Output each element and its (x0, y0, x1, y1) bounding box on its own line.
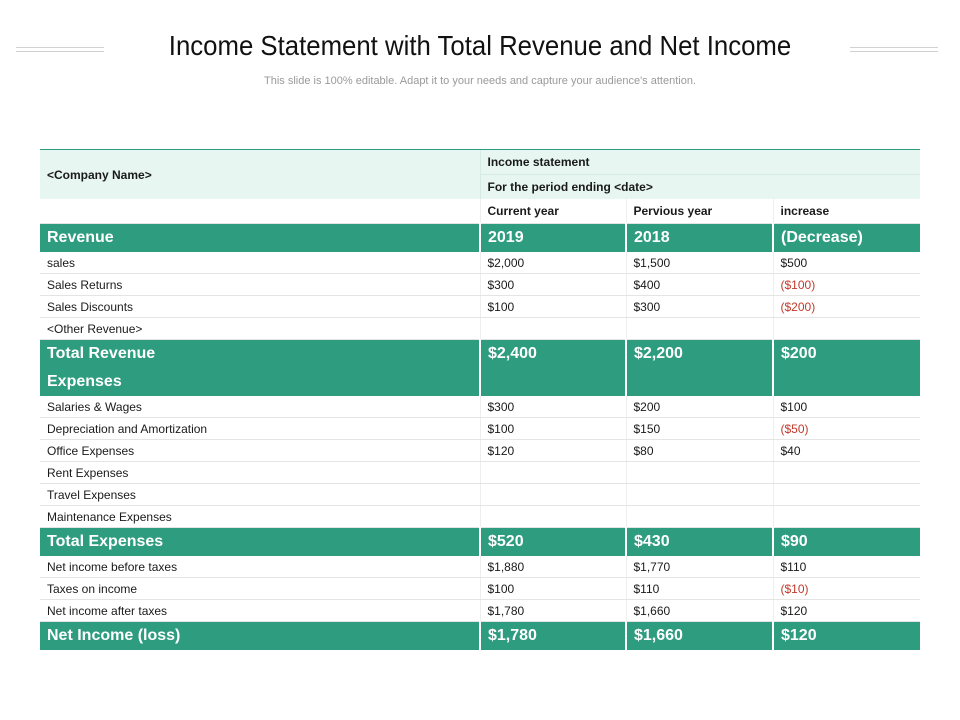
cell-previous-year: $110 (626, 578, 773, 600)
cell-current-year: $2,000 (480, 252, 626, 274)
cell-current-year (480, 462, 626, 484)
cell-previous-year: $200 (626, 396, 773, 418)
header-row-statement (40, 150, 920, 175)
slide-subtitle: This slide is 100% editable. Adapt it to your needs and capture your audience's attention. (264, 75, 696, 87)
column-header-blank (40, 199, 480, 224)
cell-previous-year: $1,770 (626, 556, 773, 578)
slide-title: Income Statement with Total Revenue and Net Income (168, 30, 792, 61)
cell-label: Expenses (40, 368, 480, 396)
cell-previous-year (626, 318, 773, 340)
cell-label: Office Expenses (40, 440, 480, 462)
cell-previous-year (626, 484, 773, 506)
cell-change (773, 462, 920, 484)
cell-change: ($10) (773, 578, 920, 600)
cell-current-year (480, 368, 626, 396)
expense-row (40, 484, 920, 506)
cell-label: Net income after taxes (40, 600, 480, 622)
cell-change: $500 (773, 252, 920, 274)
period-label: For the period ending <date> (480, 175, 920, 200)
cell-current-year (480, 506, 626, 528)
company-name: <Company Name> (40, 150, 480, 200)
cell-label: Depreciation and Amortization (40, 418, 480, 440)
cell-change: $100 (773, 396, 920, 418)
expenses-band (40, 368, 920, 396)
cell-current-year: $520 (480, 528, 626, 557)
cell-label: <Other Revenue> (40, 318, 480, 340)
cell-current-year: $100 (480, 296, 626, 318)
cell-label: Maintenance Expenses (40, 506, 480, 528)
total-expenses-band (40, 528, 920, 557)
cell-label: Net income before taxes (40, 556, 480, 578)
expense-row (40, 440, 920, 462)
cell-label: sales (40, 252, 480, 274)
expense-row (40, 462, 920, 484)
cell-change: $120 (773, 622, 920, 651)
cell-previous-year: $300 (626, 296, 773, 318)
revenue-row (40, 252, 920, 274)
cell-previous-year (626, 462, 773, 484)
column-header-previous-year: Pervious year (626, 199, 773, 224)
cell-label: Total Expenses (40, 528, 480, 557)
cell-current-year (480, 318, 626, 340)
cell-change: $90 (773, 528, 920, 557)
cell-current-year: $300 (480, 274, 626, 296)
income-row (40, 556, 920, 578)
cell-label: Taxes on income (40, 578, 480, 600)
cell-previous-year: $2,200 (626, 340, 773, 369)
expense-row (40, 396, 920, 418)
cell-label: Net Income (loss) (40, 622, 480, 651)
cell-label: Salaries & Wages (40, 396, 480, 418)
cell-current-year: $1,780 (480, 600, 626, 622)
expense-row (40, 418, 920, 440)
expense-row (40, 506, 920, 528)
cell-current-year: 2019 (480, 224, 626, 253)
column-header-row (40, 199, 920, 224)
cell-label: Total Revenue (40, 340, 480, 369)
cell-current-year: $300 (480, 396, 626, 418)
cell-label: Sales Returns (40, 274, 480, 296)
cell-previous-year: $1,500 (626, 252, 773, 274)
cell-previous-year: $400 (626, 274, 773, 296)
cell-change: (Decrease) (773, 224, 920, 253)
cell-current-year: $1,780 (480, 622, 626, 651)
column-header-increase: increase (773, 199, 920, 224)
cell-current-year: $100 (480, 578, 626, 600)
revenue-row (40, 318, 920, 340)
net-income-band (40, 622, 920, 651)
cell-change: ($200) (773, 296, 920, 318)
cell-change (773, 506, 920, 528)
cell-previous-year: $150 (626, 418, 773, 440)
statement-label: Income statement (480, 150, 920, 175)
revenue-row (40, 274, 920, 296)
cell-change: $40 (773, 440, 920, 462)
cell-label: Rent Expenses (40, 462, 480, 484)
cell-label: Sales Discounts (40, 296, 480, 318)
cell-previous-year: $80 (626, 440, 773, 462)
cell-label: Travel Expenses (40, 484, 480, 506)
cell-previous-year (626, 506, 773, 528)
cell-current-year (480, 484, 626, 506)
cell-current-year: $1,880 (480, 556, 626, 578)
cell-change (773, 368, 920, 396)
income-row (40, 578, 920, 600)
cell-previous-year: 2018 (626, 224, 773, 253)
income-row (40, 600, 920, 622)
cell-change (773, 484, 920, 506)
cell-change (773, 318, 920, 340)
revenue-row (40, 296, 920, 318)
income-statement-table (40, 149, 920, 650)
total-revenue-band (40, 340, 920, 369)
cell-label: Revenue (40, 224, 480, 253)
cell-previous-year: $1,660 (626, 600, 773, 622)
cell-previous-year (626, 368, 773, 396)
cell-change: $200 (773, 340, 920, 369)
cell-previous-year: $430 (626, 528, 773, 557)
cell-current-year: $100 (480, 418, 626, 440)
revenue-band (40, 224, 920, 253)
cell-change: $110 (773, 556, 920, 578)
cell-current-year: $2,400 (480, 340, 626, 369)
cell-change: ($50) (773, 418, 920, 440)
cell-change: $120 (773, 600, 920, 622)
cell-current-year: $120 (480, 440, 626, 462)
column-header-current-year: Current year (480, 199, 626, 224)
cell-change: ($100) (773, 274, 920, 296)
cell-previous-year: $1,660 (626, 622, 773, 651)
